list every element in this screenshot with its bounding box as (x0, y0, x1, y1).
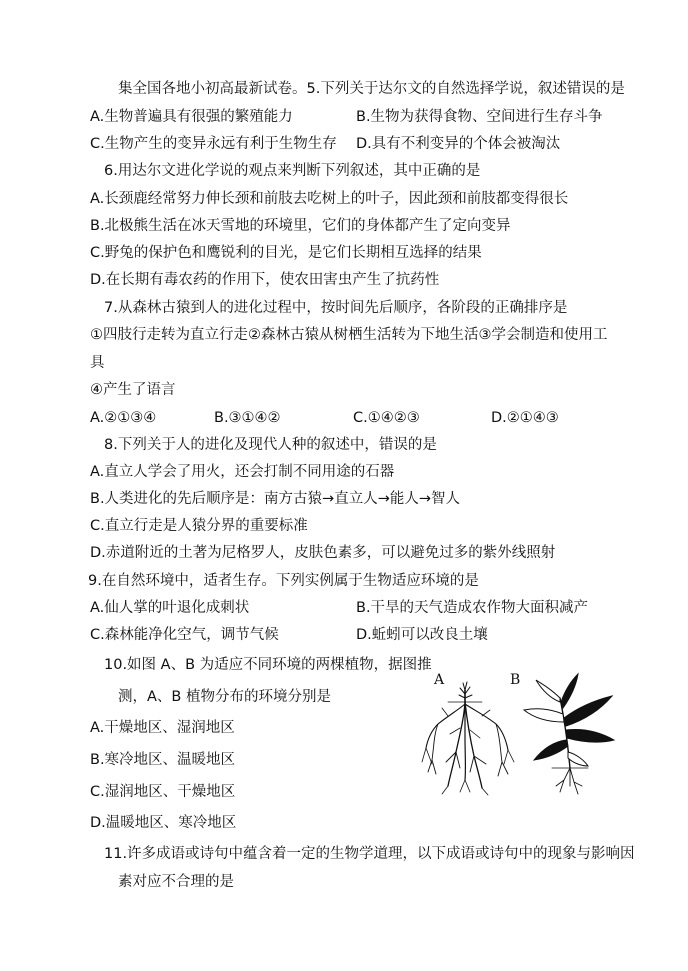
q7-items-line-3: ④产生了语言 (90, 382, 176, 398)
q9-option-b: B.干旱的天气造成农作物大面积减产 (356, 600, 589, 616)
q6-stem: 6.用达尔文进化学说的观点来判断下列叙述，其中正确的是 (104, 163, 481, 179)
q8-option-b: B.人类进化的先后顺序是：南方古猿→直立人→能人→智人 (90, 491, 461, 507)
q6-option-c: C.野兔的保护色和鹰锐利的目光，是它们长期相互选择的结果 (90, 245, 482, 261)
plants-illustration (420, 668, 620, 798)
q7-option-a: A.②①③④ (90, 410, 157, 426)
plant-a-label: A (434, 672, 445, 688)
q8-stem: 8.下列关于人的进化及现代人种的叙述中，错误的是 (104, 437, 437, 453)
q10-option-a: A.干燥地区、湿润地区 (90, 720, 235, 736)
q10-stem-line-1: 10.如图 A、B 为适应不同环境的两棵植物，据图推 (104, 657, 432, 673)
q9-option-d: D.蚯蚓可以改良土壤 (356, 627, 488, 643)
plant-a (422, 682, 514, 795)
q5-stem: 集全国各地小初高最新试卷。5.下列关于达尔文的自然选择学说，叙述错误的是 (118, 81, 625, 97)
q7-option-b: B.③①④② (214, 410, 281, 426)
plant-b (524, 674, 614, 794)
q8-option-a: A.直立人学会了用火，还会打制不同用途的石器 (90, 464, 395, 480)
q6-option-a: A.长颈鹿经常努力伸长颈和前肢去吃树上的叶子，因此颈和前肢都变得很长 (90, 191, 569, 207)
q7-items-line-2: 具 (90, 355, 105, 371)
q11-stem-line-1: 11.许多成语或诗句中蕴含着一定的生物学道理，以下成语或诗句中的现象与影响因 (104, 846, 635, 862)
q7-option-c: C.①④②③ (353, 410, 420, 426)
q5-option-c: C.生物产生的变异永远有利于生物生存 (90, 136, 337, 152)
q7-items-line-1: ①四肢行走转为直立行走②森林古猿从树栖生活转为下地生活③学会制造和使用工 (90, 327, 608, 343)
q10-stem-line-2: 测，A、B 植物分布的环境分别是 (118, 689, 331, 705)
q8-option-c: C.直立行走是人猿分界的重要标准 (90, 518, 308, 534)
q7-option-d: D.②①④③ (491, 410, 559, 426)
q5-option-b: B.生物为获得食物、空间进行生存斗争 (356, 109, 603, 125)
q10-option-b: B.寒冷地区、温暖地区 (90, 752, 236, 768)
plants-figure (420, 668, 620, 798)
q10-option-d: D.温暖地区、寒冷地区 (90, 815, 237, 831)
q5-option-a: A.生物普遍具有很强的繁殖能力 (90, 109, 293, 125)
plant-b-label: B (510, 672, 521, 688)
q9-option-c: C.森林能净化空气，调节气候 (90, 627, 279, 643)
q9-stem: 9.在自然环境中，适者生存。下列实例属于生物适应环境的是 (88, 573, 479, 589)
q5-option-d: D.具有不利变异的个体会被淘汰 (356, 136, 561, 152)
q7-stem: 7.从森林古猿到人的进化过程中，按时间先后顺序，各阶段的正确排序是 (104, 300, 568, 316)
q9-option-a: A.仙人掌的叶退化成刺状 (90, 600, 250, 616)
q6-option-b: B.北极熊生活在冰天雪地的环境里，它们的身体都产生了定向变异 (90, 218, 511, 234)
q6-option-d: D.在长期有毒农药的作用下，使农田害虫产生了抗药性 (90, 272, 440, 288)
q10-option-c: C.湿润地区、干燥地区 (90, 784, 236, 800)
q8-option-d: D.赤道附近的土著为尼格罗人，皮肤色素多，可以避免过多的紫外线照射 (90, 545, 556, 561)
q11-stem-line-2: 素对应不合理的是 (118, 874, 234, 890)
